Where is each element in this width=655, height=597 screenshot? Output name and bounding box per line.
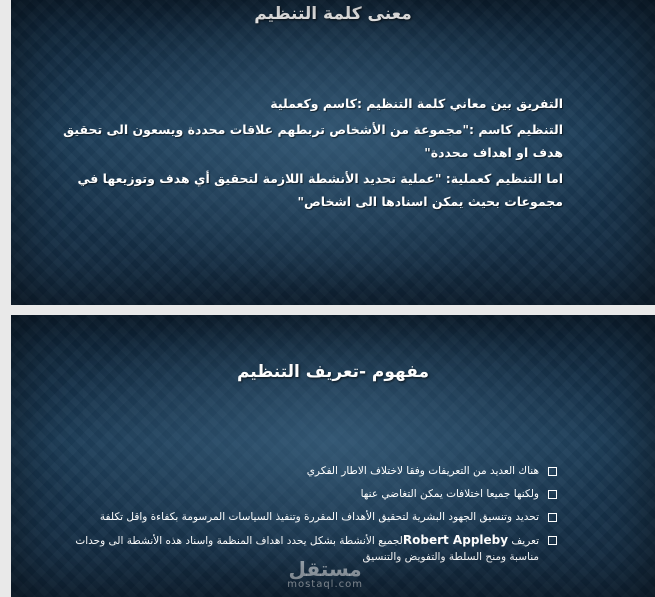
bullet-list bbox=[71, 463, 557, 572]
list-item bbox=[71, 486, 557, 502]
slide-meaning-of-organization bbox=[11, 0, 655, 305]
paragraph-distinction: التفريق بين معاني كلمة التنظيم :كاسم وكعملية bbox=[270, 96, 563, 111]
list-item-text-before: تعريف bbox=[508, 535, 539, 547]
watermark-latin: mostaql.com bbox=[287, 579, 363, 590]
list-item-text: هناك العديد من التعريفات وفقا لاختلاف الاطار الفكري bbox=[306, 465, 539, 477]
checkbox-bullet-icon bbox=[548, 513, 557, 522]
list-item-text-after: لجميع الأنشطة بشكل يحدد اهداف المنظمة واسناد هذه الأنشطة الى وحدات مناسبة ومنح السلطة والتفويض والتنسيق bbox=[75, 535, 539, 563]
slide-body bbox=[51, 92, 563, 216]
list-item-text: ولكنها جميعا اختلافات يمكن التغاضي عنها bbox=[360, 488, 539, 500]
watermark-arabic: مستقل bbox=[288, 557, 362, 581]
list-item-text: تحديد وتنسيق الجهود البشرية لتحقيق الأهداف المقررة وتنفيذ السياسات المرسومة بكفاءة واقل تكلفة bbox=[99, 511, 539, 523]
paragraph-organization-as-process: اما التنظيم كعملية: "عملية تحديد الأنشطة اللازمة لتحقيق أي هدف وتوزيعها في مجموعات بحيث يمكن اسنادها الى اشخاص" bbox=[77, 171, 563, 209]
checkbox-bullet-icon bbox=[548, 467, 557, 476]
checkbox-bullet-icon bbox=[548, 490, 557, 499]
list-item bbox=[71, 509, 557, 525]
author-name: Robert Appleby bbox=[402, 533, 509, 547]
slide-title: معنى كلمة التنظيم bbox=[254, 4, 412, 24]
slide-definition-of-organization bbox=[11, 315, 655, 597]
paragraph-organization-as-noun: التنظيم كاسم :"مجموعة من الأشخاص تربطهم علاقات محددة ويسعون الى تحقيق هدف او اهداف محددة" bbox=[63, 122, 563, 160]
slide-title: مفهوم -تعريف التنظيم bbox=[236, 362, 430, 382]
checkbox-bullet-icon bbox=[548, 536, 557, 545]
list-item bbox=[71, 463, 557, 479]
watermark-logo bbox=[287, 559, 363, 590]
